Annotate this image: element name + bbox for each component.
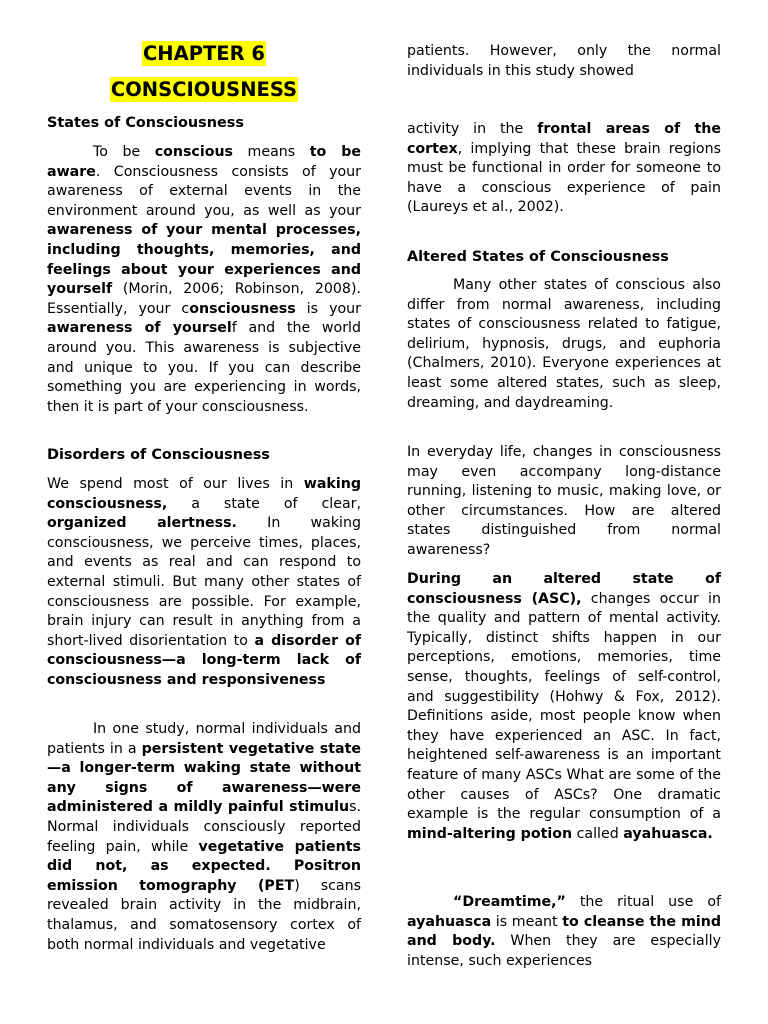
- text-run: a disorder of consciousness—a long-term lack of consciousness and responsiveness: [47, 632, 361, 688]
- text-run: ayahuasca.: [623, 825, 713, 842]
- heading-altered-states: Altered States of Consciousness: [407, 249, 669, 265]
- text-run: s. Normal individuals consciously reported feeling pain, while: [47, 799, 361, 855]
- paragraph-disorders: [47, 475, 361, 691]
- text-run: onsciousness: [189, 300, 296, 317]
- text-run: awareness of yoursel: [47, 320, 232, 337]
- heading-states-of-consciousness: States of Consciousness: [47, 115, 244, 131]
- text-run: to be aware: [47, 144, 361, 180]
- heading-disorders-of-consciousness: Disorders of Consciousness: [47, 447, 270, 463]
- text-run: means: [233, 144, 310, 160]
- text-run: conscious: [154, 144, 234, 160]
- text-run: “Dreamtime,”: [453, 894, 566, 910]
- paragraph-dreamtime: [407, 893, 721, 971]
- chapter-title: CONSCIOUSNESS: [110, 78, 298, 101]
- text-run: changes occur in the quality and pattern of mental activity. Typically, distinct shifts happen in our perceptions, emotions, memories, time sense, thoughts, feelings of self-control, and suggestibility (Hohwy & Fox, 2012). Definitions aside, most people know when they have experienced an ASC. In fact, heightened self-awareness is an important feature of many ASCs What are some of the other causes of ASCs? One dramatic example is the regular consumption of a: [407, 590, 721, 823]
- paragraph-continued: [407, 42, 721, 81]
- text-run: , implying that these brain regions must be functional in order for someone to have a conscious experience of pain (Laureys et al., 2002).: [407, 140, 721, 216]
- text-run: frontal areas of the cortex: [407, 121, 721, 157]
- text-run: When they are especially intense, such experiences: [407, 933, 721, 969]
- text-run: f and the world around you. This awareness is subjective and unique to you. If you can describe something you are experiencing in words, then it is part of your consciousness.: [47, 320, 361, 415]
- text-run: During an altered state of consciousness (ASC),: [407, 571, 721, 607]
- text-run: waking consciousness,: [47, 476, 361, 512]
- text-run: called: [572, 825, 624, 842]
- text-run: . Consciousness consists of your awareness of external events in the environment around you, as well as your: [47, 163, 361, 219]
- text-run: In waking consciousness, we perceive times, places, and events as real and can respond to external stimuli. But many other states of consciousness are possible. For example, brain injury can result in anything from a short-lived disorientation to: [47, 515, 361, 649]
- paragraph-asc-definition: [407, 570, 721, 844]
- text-run: In one study, normal individuals and patients in a: [47, 721, 361, 757]
- text-run: ) scans revealed brain activity in the midbrain, thalamus, and somatosensory cortex of both normal individuals and vegetative: [47, 877, 361, 953]
- text-run: In everyday life, changes in consciousness may even accompany long-distance running, listening to music, making love, or other circumstances. How are altered states distinguished from normal awareness?: [407, 444, 721, 558]
- paragraph-study: [47, 720, 361, 955]
- paragraph-altered-states: [407, 276, 721, 413]
- text-run: the ritual use of: [565, 894, 721, 910]
- text-run: is meant: [491, 913, 563, 930]
- text-run: a state of clear,: [167, 495, 361, 512]
- text-run: vegetative patients did not, as expected. Positron emission tomography (PET: [47, 838, 361, 894]
- paragraph-frontal-cortex: [407, 120, 721, 218]
- text-run: To be: [93, 144, 155, 160]
- text-run: to cleanse the mind and body.: [407, 913, 721, 950]
- text-run: activity in the: [407, 121, 538, 137]
- text-run: patients. However, only the normal individuals in this study showed: [407, 43, 721, 79]
- paragraph-everyday-life: [407, 443, 721, 561]
- text-run: mind-altering potion: [407, 825, 573, 842]
- text-run: We spend most of our lives in: [47, 476, 304, 492]
- chapter-number: CHAPTER 6: [142, 42, 265, 65]
- text-run: ayahuasca: [407, 913, 492, 930]
- text-run: Many other states of conscious also differ from normal awareness, including states of consciousness related to fatigue, delirium, hypnosis, drugs, and euphoria (Chalmers, 2010). Everyone experiences at least some altered states, such as sleep, dreaming, and daydreaming.: [407, 277, 721, 411]
- text-run: awareness of your mental processes, including thoughts, memories, and feelings about your experiences and yourself: [47, 222, 361, 298]
- text-run: is your: [295, 300, 361, 317]
- text-run: (Morin, 2006; Robinson, 2008). Essentially, your c: [47, 281, 361, 317]
- paragraph-states: [47, 143, 361, 417]
- text-run: organized alertness.: [47, 515, 237, 532]
- text-run: persistent vegetative state—a longer-term waking state without any signs of awareness—were administered a mildly painful stimulu: [47, 740, 361, 816]
